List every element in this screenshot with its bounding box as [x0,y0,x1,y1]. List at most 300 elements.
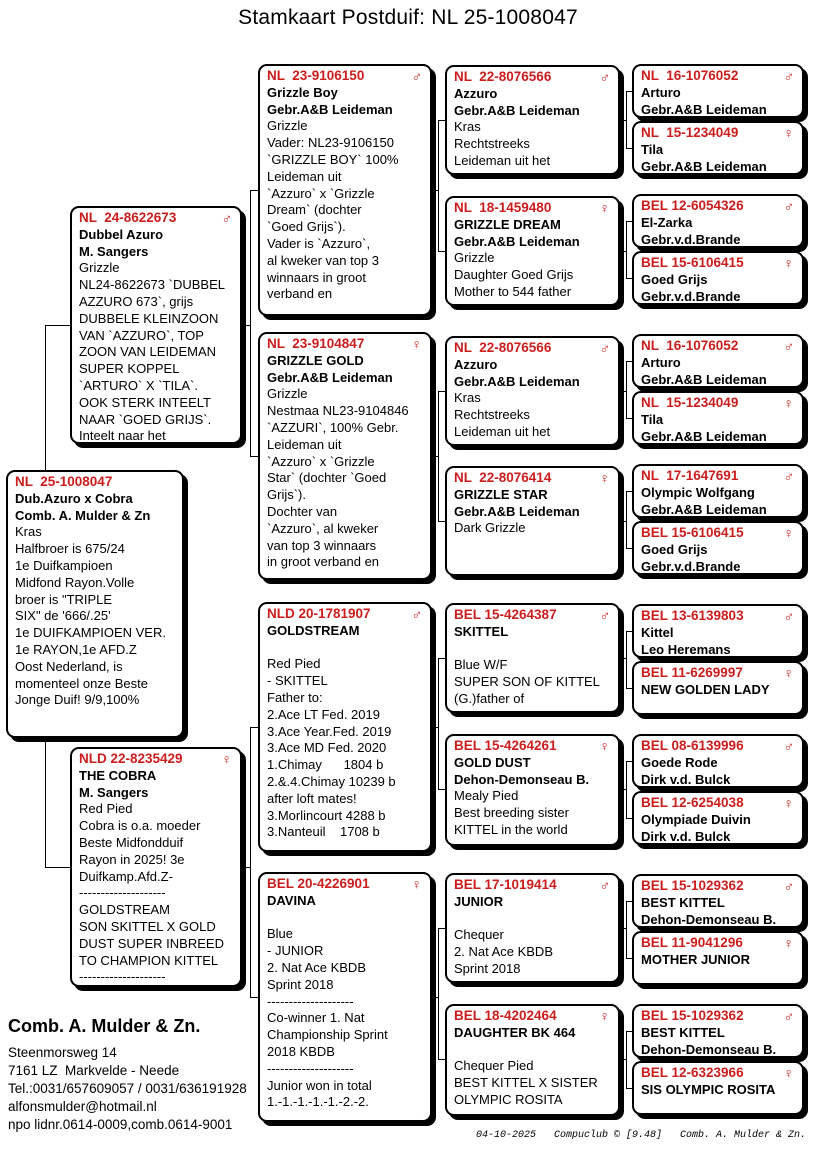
pedigree-text-line: Halfbroer is 675/24 [15,541,125,557]
pedigree-box [632,931,804,985]
pedigree-box [632,121,804,175]
owner-name: M. Sangers [79,243,149,259]
ring-number: NLD 22-8235429 [79,751,183,766]
female-icon: ♀ [783,665,794,681]
owner-name: Comb. A. Mulder & Zn [15,507,151,523]
male-icon: ♂ [599,607,610,623]
pedigree-text-line: Leideman uit het [454,423,551,439]
pedigree-text-line: 2.Ace LT Fed. 2019 [267,706,380,722]
breeder-name-footer: Comb. A. Mulder & Zn. [8,1016,201,1036]
pedigree-text-line: Grizzle [267,118,308,134]
ring-number: BEL 08-6139996 [641,738,744,753]
pedigree-text-line: Leideman uit [267,168,342,184]
pedigree-box [632,661,804,715]
female-icon: ♀ [783,395,794,411]
connector-line [626,278,632,279]
ring-number: BEL 15-1029362 [641,1008,744,1023]
pedigree-notes [267,386,424,571]
pedigree-text-line: NAAR `GOED GRIJS`. [79,411,212,427]
pedigree-text-line: Leideman uit het [454,152,551,168]
connector-line [620,928,626,929]
owner-name [454,641,612,658]
pedigree-text-line: SIX" de '666/.25' [15,608,111,624]
pigeon-name: DAUGHTER BK 464 [454,1024,576,1040]
box-header [267,68,424,85]
ring-number: NL 22-8076566 [454,340,552,355]
pedigree-text-line: SUPER SON OF KITTEL [454,674,600,690]
pedigree-text-line: - JUNIOR [267,943,324,959]
box-header [79,751,234,768]
ring-number: NL 18-1459480 [454,200,552,215]
pedigree-text-line: Rechtstreeks [454,136,530,152]
male-icon: ♂ [783,68,794,84]
owner-name: Gebr.A&B Leideman [641,501,767,517]
pedigree-text-line: ZOON VAN LEIDEMAN [79,344,217,360]
pedigree-box [632,64,804,118]
pigeon-name: MOTHER JUNIOR [641,951,751,967]
male-icon: ♂ [783,608,794,624]
pigeon-name: GOLDSTREAM [267,622,360,638]
owner-name: Gebr.A&B Leideman [641,158,767,174]
page-title: Stamkaart Postduif: NL 25-1008047 [238,6,578,29]
pedigree-text-line: AZZURO 673`, grijs [79,293,194,309]
male-icon: ♂ [783,1008,794,1024]
pedigree-text-line: DUST SUPER INBREED [79,935,224,951]
ring-number: NL 22-8076414 [454,470,552,485]
pedigree-text-line: Grizzle [267,386,308,402]
box-header [267,876,424,893]
pedigree-notes [267,926,424,1111]
owner-name: Gebr.A&B Leideman [454,373,580,389]
connector-line [620,658,626,659]
ring-number: NL 24-8622673 [79,210,177,225]
pedigree-text-line: `ARTURO` X `TILA`. [79,377,198,393]
ring-number: BEL 17-1019414 [454,877,557,892]
pedigree-text-line: Junior won in total [267,1077,372,1093]
pedigree-text-line: Grijs`). [267,487,306,503]
pedigree-notes [454,1058,612,1108]
pedigree-text-line: Daughter Goed Grijs [454,267,574,283]
connector-line [620,251,626,252]
pedigree-text-line: -------------------- [79,969,166,985]
pedigree-text-line: Rechtstreeks [454,407,530,423]
pigeon-name: Kittel [641,624,674,640]
pedigree-box [632,734,804,788]
box-header [641,795,796,812]
pedigree-box [445,466,620,576]
female-icon: ♀ [599,738,610,754]
pedigree-notes [454,390,612,440]
female-icon: ♀ [783,255,794,271]
male-icon: ♂ [411,606,422,622]
owner-name: Gebr.v.d.Brande [641,288,741,304]
pedigree-notes [267,118,424,303]
pedigree-text-line: `AZZURI`, 100% Gebr. [267,419,399,435]
address-line-1: Steenmorsweg 14 [8,1045,117,1060]
connector-line [626,148,632,149]
pedigree-text-line: SUPER KOPPEL [79,361,180,377]
female-icon: ♀ [783,125,794,141]
ring-number: NL 22-8076566 [454,69,552,84]
ring-number: BEL 15-4264387 [454,607,557,622]
box-header [267,336,424,353]
connector-line [438,120,445,121]
connector-line [620,521,626,522]
pedigree-text-line: Chequer [454,927,504,943]
pedigree-text-line: 2. Nat Ace KBDB [454,944,553,960]
pedigree-box [445,196,620,306]
connector-line [626,491,627,548]
pedigree-box [258,332,432,580]
ring-number: BEL 12-6054326 [641,198,744,213]
pedigree-text-line: Kras [454,390,481,406]
pedigree-notes [454,119,612,169]
pigeon-name: GOLD DUST [454,754,531,770]
pedigree-text-line: `Goed Grijs`). [267,219,346,235]
pedigree-text-line: Red Pied [79,801,133,817]
female-icon: ♀ [599,470,610,486]
pedigree-box [258,872,432,1122]
pedigree-text-line: 1.-1.-1.-1.-1.-2.-2. [267,1094,369,1110]
box-header [454,340,612,357]
print-credit: 04-10-2025 Compuclub © [9.48] Comb. A. Mulder & Zn. [475,1130,806,1141]
pigeon-name: BEST KITTEL [641,894,725,910]
pedigree-text-line: Vader is `Azzuro`, [267,235,371,251]
pedigree-text-line: Chequer Pied [454,1058,534,1074]
pigeon-name: Olympic Wolfgang [641,484,755,500]
pedigree-text-line: Oost Nederland, is [15,658,123,674]
pedigree-text-line: 3.Nanteuil 1708 b [267,824,380,840]
owner-name: Gebr.v.d.Brande [641,231,741,247]
pedigree-text-line: al kweker van top 3 [267,252,380,268]
connector-line [626,91,632,92]
connector-line [626,361,627,418]
pedigree-text-line: 3.Ace Year.Fed. 2019 [267,723,392,739]
pedigree-text-line: in groot verband en [267,554,380,570]
pedigree-box [445,603,620,713]
pigeon-name: Goede Rode [641,754,718,770]
pedigree-text-line: Duifkamp.Afd.Z- [79,868,173,884]
pedigree-text-line: GOLDSTREAM [79,902,171,918]
female-icon: ♀ [599,1008,610,1024]
owner-name [454,911,612,928]
pigeon-name: SKITTEL [454,623,509,639]
pedigree-text-line: -------------------- [79,885,166,901]
owner-name: Gebr.A&B Leideman [267,369,393,385]
pedigree-text-line: Nestmaa NL23-9104846 [267,403,409,419]
pedigree-notes [454,250,612,300]
connector-line [626,631,632,632]
pigeon-name: Arturo [641,84,681,100]
pigeon-name: JUNIOR [454,893,504,909]
connector-line [438,391,439,521]
box-header [15,474,176,491]
pedigree-text-line: DUBBELE KLEINZOON [79,310,219,326]
pedigree-text-line: - SKITTEL [267,673,328,689]
pedigree-text-line: Grizzle [79,260,120,276]
pigeon-name: Goed Grijs [641,271,708,287]
pedigree-text-line: 3.Ace MD Fed. 2020 [267,740,387,756]
pedigree-box [632,251,804,305]
pedigree-text-line: Father to: [267,689,323,705]
connector-line [626,1031,632,1032]
pedigree-text-line: SON SKITTEL X GOLD [79,918,216,934]
connector-line [626,901,632,902]
box-header [454,69,612,86]
connector-line [438,658,445,659]
box-header [641,738,796,755]
owner-name: Gebr.v.d.Brande [641,558,741,574]
pedigree-box [632,464,804,518]
pedigree-text-line: Sprint 2018 [267,976,334,992]
male-icon: ♂ [599,340,610,356]
connector-line [45,867,70,868]
box-header [454,200,612,217]
pigeon-name: Tila [641,141,664,157]
pedigree-box [445,873,620,983]
pedigree-box [6,470,184,738]
pedigree-text-line: Best breeding sister [454,805,569,821]
pedigree-text-line: Leideman uit [267,436,342,452]
pedigree-text-line: after loft mates! [267,790,357,806]
connector-line [626,901,627,958]
male-icon: ♂ [783,878,794,894]
box-header [454,470,612,487]
pigeon-name: THE COBRA [79,767,157,783]
connector-line [438,789,445,790]
ring-number: BEL 11-9041296 [641,935,743,950]
pigeon-name: DAVINA [267,892,316,908]
pedigree-text-line: `Azzuro`, al kweker [267,520,379,536]
pigeon-name: Dub.Azuro x Cobra [15,490,133,506]
female-icon: ♀ [783,525,794,541]
ring-number: BEL 13-6139803 [641,608,744,623]
pedigree-text-line: Jonge Duif! 9/9,100% [15,692,140,708]
owner-name: Dirk v.d. Bulck [641,828,731,844]
pedigree-box [632,604,804,658]
connector-line [620,120,626,121]
pigeon-name: GRIZZLE GOLD [267,352,364,368]
pedigree-notes [267,656,424,841]
female-icon: ♀ [783,1065,794,1081]
pigeon-name: GRIZZLE DREAM [454,216,561,232]
connector-line [438,1059,445,1060]
female-icon: ♀ [783,935,794,951]
connector-line [626,361,632,362]
connector-line [626,491,632,492]
owner-name: Dehon-Demonseau B. [454,771,590,787]
male-icon: ♂ [599,69,610,85]
pedigree-text-line: OLYMPIC ROSITA [454,1091,563,1107]
box-header [641,125,796,142]
ring-number: BEL 12-6323966 [641,1065,744,1080]
female-icon: ♀ [599,200,610,216]
pedigree-text-line: KITTEL in the world [454,821,568,837]
connector-line [432,997,438,998]
pedigree-text-line: Mealy Pied [454,788,519,804]
ring-number: NL 15-1234049 [641,395,739,410]
ring-number: BEL 15-4264261 [454,738,557,753]
box-header [267,606,424,623]
pigeon-name: SIS OLYMPIC ROSITA [641,1081,776,1097]
connector-line [626,548,632,549]
connector-line [620,391,626,392]
pigeon-name: Goed Grijs [641,541,708,557]
female-icon: ♀ [783,795,794,811]
pedigree-text-line: NL24-8622673 `DUBBEL [79,277,225,293]
connector-line [45,325,70,326]
connector-line [242,867,250,868]
ring-number: NL 25-1008047 [15,474,113,489]
connector-line [620,1059,626,1060]
ring-number: NL 16-1076052 [641,68,739,83]
connector-line [626,221,627,278]
pedigree-text-line: verband en [267,286,333,302]
owner-name [454,1042,612,1059]
box-header [641,1008,796,1025]
pedigree-notes [454,657,612,707]
box-header [454,877,612,894]
connector-line [250,727,258,728]
npo-membership-line: npo lidnr.0614-0009,comb.0614-9001 [8,1117,233,1132]
connector-line [45,738,46,867]
pedigree-box [445,336,620,446]
address-line-2: 7161 LZ Markvelde - Neede [8,1063,180,1078]
box-header [641,878,796,895]
phone-line: Tel.:0031/657609057 / 0031/636191928 [8,1081,247,1096]
pedigree-text-line: Dochter van [267,503,338,519]
pigeon-name: NEW GOLDEN LADY [641,681,770,697]
owner-name [641,969,796,985]
connector-line [626,1031,627,1088]
owner-name [267,910,424,927]
connector-line [620,789,626,790]
pedigree-text-line: Cobra is o.a. moeder [79,818,201,834]
pedigree-box [632,194,804,248]
owner-name: Gebr.A&B Leideman [454,233,580,249]
box-header [641,1065,796,1082]
owner-name: Dirk v.d. Bulck [641,771,731,787]
connector-line [626,221,632,222]
pedigree-box [445,65,620,175]
connector-line [250,727,251,997]
pedigree-text-line: momenteel onze Beste [15,675,148,691]
ring-number: NLD 20-1781907 [267,606,371,621]
connector-line [432,727,438,728]
ring-number: NL 23-9106150 [267,68,365,83]
connector-line [250,190,251,456]
pedigree-notes [454,788,612,838]
pedigree-box [632,1004,804,1058]
female-icon: ♀ [411,876,422,892]
pigeon-name: Olympiade Duivin [641,811,751,827]
ring-number: NL 15-1234049 [641,125,739,140]
pedigree-text-line: 1e RAYON,1e AFD.Z [15,641,137,657]
connector-line [438,120,439,251]
pedigree-text-line: 1.Chimay 1804 b [267,757,384,773]
box-header [641,198,796,215]
box-header [454,607,612,624]
connector-line [438,928,439,1059]
breeder-contact-block [8,1016,247,1134]
connector-line [432,190,438,191]
male-icon: ♂ [599,877,610,893]
connector-line [432,456,438,457]
pedigree-text-line: 1e DUIFKAMPIOEN VER. [15,625,166,641]
connector-line [438,391,445,392]
male-icon: ♂ [783,468,794,484]
box-header [454,1008,612,1025]
pedigree-box [445,1004,620,1116]
male-icon: ♂ [411,68,422,84]
pedigree-text-line: Championship Sprint [267,1027,388,1043]
pedigree-text-line: Midfond Rayon.Volle [15,574,135,590]
pedigree-notes [454,520,612,537]
box-header [641,608,796,625]
ring-number: BEL 15-6106415 [641,255,744,270]
pigeon-name: Dubbel Azuro [79,226,164,242]
pedigree-text-line: `GRIZZLE BOY` 100% [267,151,399,167]
pedigree-text-line: BEST KITTEL X SISTER [454,1075,598,1091]
pedigree-notes [454,927,612,977]
pedigree-text-line: `Azzuro` x `Grizzle [267,453,375,469]
ring-number: BEL 11-6269997 [641,665,743,680]
female-icon: ♀ [221,751,232,767]
owner-name: Gebr.A&B Leideman [454,102,580,118]
pedigree-box [632,391,804,445]
pedigree-text-line: Mother to 544 father [454,283,572,299]
pigeon-name: Arturo [641,354,681,370]
pedigree-text-line: Blue [267,926,294,942]
pedigree-box [632,1061,804,1115]
box-header [641,68,796,85]
box-header [641,255,796,272]
pedigree-text-line: Red Pied [267,656,321,672]
box-header [454,738,612,755]
connector-line [250,190,258,191]
pedigree-text-line: Blue W/F [454,657,508,673]
pedigree-box [632,874,804,928]
pedigree-text-line: Inteelt naar het [79,428,166,444]
pedigree-box [632,791,804,845]
connector-line [626,761,627,818]
pedigree-notes [79,801,234,986]
pedigree-text-line: (G.)father of [454,690,525,706]
box-header [641,395,796,412]
pedigree-text-line: VAN `AZZURO`, TOP [79,327,204,343]
pedigree-text-line: -------------------- [267,1060,354,1076]
ring-number: BEL 15-6106415 [641,525,744,540]
pedigree-text-line: Grizzle [454,250,495,266]
pedigree-box [258,602,432,852]
pedigree-text-line: 2018 KBDB [267,1043,335,1059]
owner-name: Gebr.A&B Leideman [641,428,767,444]
owner-name: Dehon-Demonseau B. [641,911,777,927]
pedigree-text-line: Kras [15,524,42,540]
connector-line [438,928,445,929]
pedigree-notes [79,260,234,444]
pigeon-name: BEST KITTEL [641,1024,725,1040]
connector-line [626,958,632,959]
pedigree-text-line: -------------------- [267,993,354,1009]
connector-line [438,658,439,789]
pedigree-text-line: Vader: NL23-9106150 [267,135,394,151]
pedigree-text-line: van top 3 winnaars [267,537,377,553]
owner-name [641,699,796,715]
pedigree-text-line: `Azzuro` x `Grizzle [267,185,375,201]
connector-line [626,1088,632,1089]
ring-number: BEL 15-1029362 [641,878,744,893]
